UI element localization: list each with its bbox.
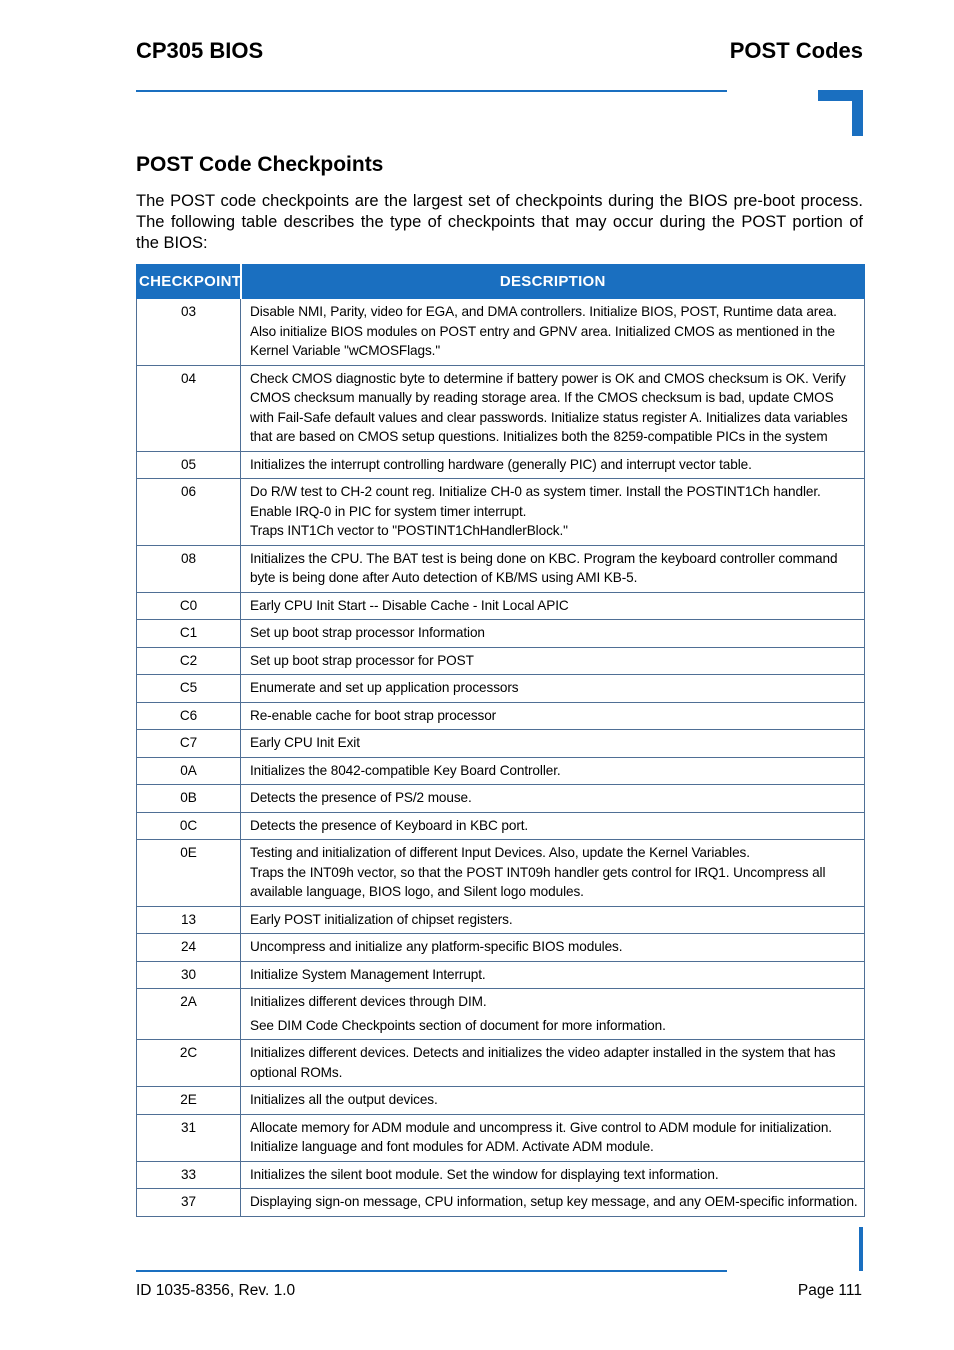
description-line: Initializes different devices through DIM.	[250, 994, 487, 1009]
header-rule	[136, 90, 727, 92]
checkpoint-description	[241, 961, 865, 989]
checkpoint-code: 0A	[137, 757, 241, 785]
checkpoint-code: 0B	[137, 785, 241, 813]
checkpoint-code: 31	[137, 1114, 241, 1161]
checkpoint-code: 05	[137, 451, 241, 479]
table-row	[137, 989, 865, 1040]
checkpoint-code: 24	[137, 934, 241, 962]
checkpoint-description	[241, 812, 865, 840]
checkpoint-description	[241, 785, 865, 813]
checkpoint-description	[241, 365, 865, 451]
footer-page-number: Page 111	[797, 1282, 862, 1299]
description-line: Early POST initialization of chipset registers.	[250, 911, 513, 927]
checkpoint-code: 2C	[137, 1040, 241, 1087]
description-line: Initializes all the output devices.	[250, 1092, 438, 1107]
checkpoint-description	[241, 702, 865, 730]
checkpoint-description	[241, 299, 865, 366]
checkpoint-code: 2A	[137, 989, 241, 1040]
header-document-title: CP305 BIOS	[136, 38, 264, 63]
table-header-row	[137, 265, 865, 299]
table-row	[137, 1114, 865, 1161]
table-row	[137, 961, 865, 989]
table-body	[137, 299, 865, 1217]
checkpoint-description	[241, 906, 865, 934]
checkpoint-description	[241, 730, 865, 758]
table-row	[137, 934, 865, 962]
corner-mark-top	[818, 90, 863, 136]
description-line: Early CPU Init Exit	[250, 735, 360, 750]
table-row	[137, 365, 865, 451]
table-row	[137, 1087, 865, 1115]
table-row	[137, 1161, 865, 1189]
description-line: Early CPU Init Start -- Disable Cache - Init Local APIC	[250, 597, 569, 613]
description-line: Re-enable cache for boot strap processor	[250, 707, 497, 723]
checkpoint-description	[241, 479, 865, 546]
column-header-checkpoint: CHECKPOINT	[137, 265, 241, 299]
checkpoint-code: C2	[137, 647, 241, 675]
checkpoint-code: 13	[137, 906, 241, 934]
description-line: Detects the presence of Keyboard in KBC port.	[250, 817, 529, 833]
checkpoint-description	[241, 840, 865, 907]
column-header-description: DESCRIPTION	[241, 265, 865, 299]
footer-rule	[136, 1270, 727, 1272]
table-row	[137, 299, 865, 366]
description-line: Initializes the CPU. The BAT test is being done on KBC. Program the keyboard controller command byte is being done after Auto detection of KB/MS using AMI KB-5.	[250, 550, 838, 585]
checkpoint-code: 0E	[137, 840, 241, 907]
checkpoint-code: C7	[137, 730, 241, 758]
description-line: Initializes the silent boot module. Set the window for displaying text information.	[250, 1166, 719, 1182]
table-row	[137, 545, 865, 592]
intro-paragraph: The POST code checkpoints are the largest set of checkpoints during the BIOS pre-boot process. The following table describes the type of checkpoints that may occur during the POST portion of the BIOS:	[136, 192, 863, 252]
checkpoint-code: 33	[137, 1161, 241, 1189]
description-line: Testing and initialization of different Input Devices. Also, update the Kernel Variables.	[250, 845, 750, 860]
checkpoint-description	[241, 1189, 865, 1217]
checkpoint-description	[241, 545, 865, 592]
checkpoint-description	[241, 1040, 865, 1087]
table-row	[137, 785, 865, 813]
checkpoint-description	[241, 620, 865, 648]
checkpoint-description	[241, 647, 865, 675]
description-line: Enumerate and set up application processors	[250, 680, 519, 695]
checkpoint-description	[241, 757, 865, 785]
description-line: Detects the presence of PS/2 mouse.	[250, 790, 472, 805]
checkpoint-description	[241, 1087, 865, 1115]
table-row	[137, 702, 865, 730]
table-row	[137, 620, 865, 648]
table-row	[137, 592, 865, 620]
checkpoint-code: 04	[137, 365, 241, 451]
checkpoint-code: 2E	[137, 1087, 241, 1115]
checkpoint-description	[241, 451, 865, 479]
checkpoint-description	[241, 1114, 865, 1161]
checkpoint-description	[241, 675, 865, 703]
checkpoint-code: C5	[137, 675, 241, 703]
description-line: Traps the INT09h vector, so that the POST INT09h handler gets control for IRQ1. Uncompress all available language, BIOS logo, and Silent logo modules.	[250, 864, 826, 899]
checkpoint-code: 37	[137, 1189, 241, 1217]
checkpoint-code: 30	[137, 961, 241, 989]
description-line: Uncompress and initialize any platform-specific BIOS modules.	[250, 939, 623, 954]
checkpoint-code: 08	[137, 545, 241, 592]
description-line: Set up boot strap processor for POST	[250, 652, 474, 668]
description-line: Displaying sign-on message, CPU information, setup key message, and any OEM-specific information.	[250, 1194, 858, 1209]
table-row	[137, 1040, 865, 1087]
description-line: Initialize System Management Interrupt.	[250, 966, 486, 982]
checkpoint-code: 0C	[137, 812, 241, 840]
description-line: Check CMOS diagnostic byte to determine if battery power is OK and CMOS checksum is OK. Verify CMOS checksum manually by reading storage area. If the CMOS checksum is bad, update CMOS with Fail-Safe default values and clear passwords. Initialize status register A. Initializes data variables that are based on CMOS setup questions. Initializes both the 8259-compatible PICs in the system	[250, 370, 848, 444]
section-title: POST Code Checkpoints	[136, 153, 384, 176]
checkpoint-description	[241, 1161, 865, 1189]
footer-document-id: ID 1035-8356, Rev. 1.0	[136, 1282, 296, 1299]
table-row	[137, 757, 865, 785]
checkpoint-code: C6	[137, 702, 241, 730]
checkpoint-description	[241, 592, 865, 620]
description-line: Disable NMI, Parity, video for EGA, and DMA controllers. Initialize BIOS, POST, Runtime data area. Also initialize BIOS modules on POST entry and GPNV area. Initialized CMOS as mentioned in the Kernel Variable "wCMOSFlags."	[250, 304, 837, 358]
description-line: Initializes different devices. Detects and initializes the video adapter installed in the system that has optional ROMs.	[250, 1045, 836, 1080]
checkpoint-description	[241, 989, 865, 1040]
description-line: Allocate memory for ADM module and uncompress it. Give control to ADM module for initialization. Initialize language and font modules for ADM. Activate ADM module.	[250, 1119, 832, 1154]
corner-mark-bottom	[859, 1227, 863, 1271]
table-row	[137, 812, 865, 840]
table-row	[137, 1189, 865, 1217]
description-line: Initializes the 8042-compatible Key Board Controller.	[250, 762, 561, 778]
header-chapter-title: POST Codes	[729, 38, 863, 63]
table-row	[137, 840, 865, 907]
checkpoint-code: C1	[137, 620, 241, 648]
table-row	[137, 906, 865, 934]
description-line: See DIM Code Checkpoints section of document for more information.	[250, 1017, 666, 1033]
description-line: Traps INT1Ch vector to "POSTINT1ChHandlerBlock."	[250, 523, 568, 538]
table-row	[137, 451, 865, 479]
table-row	[137, 730, 865, 758]
description-line: Set up boot strap processor Information	[250, 625, 485, 640]
checkpoint-code: 03	[137, 299, 241, 366]
description-line: Initializes the interrupt controlling hardware (generally PIC) and interrupt vector table.	[250, 456, 752, 472]
checkpoint-code: 06	[137, 479, 241, 546]
table-row	[137, 479, 865, 546]
description-line: Do R/W test to CH-2 count reg. Initialize CH-0 as system timer. Install the POSTINT1Ch handler. Enable IRQ-0 in PIC for system timer interrupt.	[250, 484, 821, 519]
checkpoint-code: C0	[137, 592, 241, 620]
checkpoint-description	[241, 934, 865, 962]
table-row	[137, 647, 865, 675]
table-row	[137, 675, 865, 703]
post-code-table	[136, 264, 865, 1217]
